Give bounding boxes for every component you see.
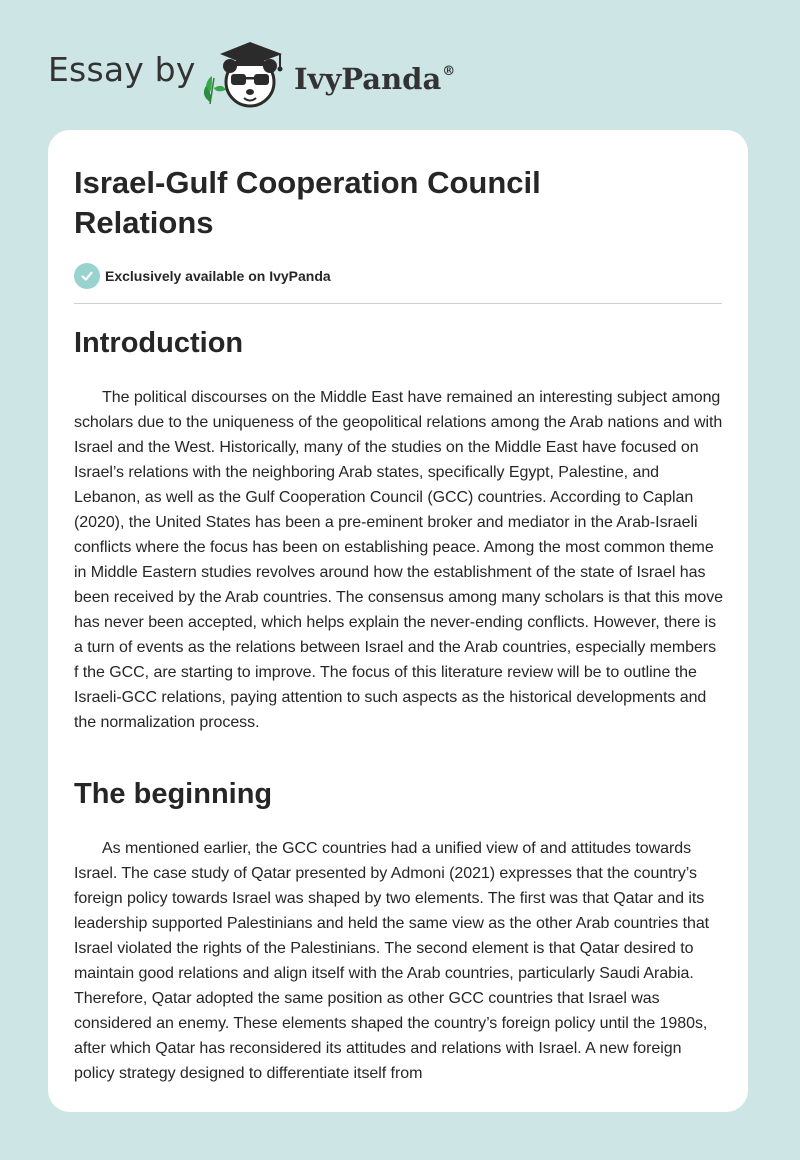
registered-mark: ® — [442, 64, 456, 79]
paragraph-the-beginning: As mentioned earlier, the GCC countries had a unified view of and attitudes towards Israel. The case study of Qatar presented by Admoni (2021) expresses that the country’s foreign policy towards Israel was shaped by two elements. The first was that Qatar and its leadership supported Palestinians and held the same view as the other Arab countries that Israel violated the rights of the Palestinians. The second element is that Qatar desired to maintain good relations and align itself with the Arab countries, particularly Saudi Arabia. Therefore, Qatar adopted the same position as other GCC countries that Israel was considered an enemy. These elements shaped the country’s foreign policy until the 1980s, after which Qatar has reconsidered its attitudes and relations with Israel. A new foreign policy strategy designed to differentiate itself from — [74, 840, 710, 1082]
badge-label: Exclusively available on IvyPanda — [105, 268, 331, 284]
section-heading-introduction: Introduction — [74, 327, 244, 359]
page-title: Israel-Gulf Cooperation Council Relations — [74, 165, 541, 240]
exclusive-badge — [74, 263, 331, 289]
article-card — [48, 130, 748, 1112]
divider — [74, 303, 722, 304]
brand-name[interactable]: IvyPanda® — [294, 62, 456, 96]
section-heading-the-beginning: The beginning — [74, 778, 273, 810]
checkmark-icon — [74, 263, 100, 289]
essay-by-label: Essay by — [48, 50, 196, 89]
paragraph-introduction: The political discourses on the Middle East have remained an interesting subject among scholars due to the uniqueness of the geopolitical relations among the Arab nations and with Israel and the West. Historically, many of the studies on the Middle East have focused on Israel’s relations with the neighboring Arab states, specifically Egypt, Palestine, and Lebanon, as well as the Gulf Cooperation Council (GCC) countries. According to Caplan (2020), the United States has been a pre-eminent broker and mediator in the Arab-Israeli conflicts where the focus has been on establishing peace. Among the most common theme in Middle Eastern studies revolves around how the establishment of the state of Israel has been received by the Arab countries. The consensus among many scholars is that this move has never been accepted, which helps explain the never-ending conflicts. However, there is a turn of events as the relations between Israel and the Arab countries, especially members f the GCC, are starting to improve. The focus of this literature review will be to outline the Israeli-GCC relations, paying attention to such aspects as the historical developments and the normalization process. — [74, 389, 723, 731]
panda-logo-icon[interactable] — [200, 38, 292, 110]
site-header — [0, 0, 800, 130]
